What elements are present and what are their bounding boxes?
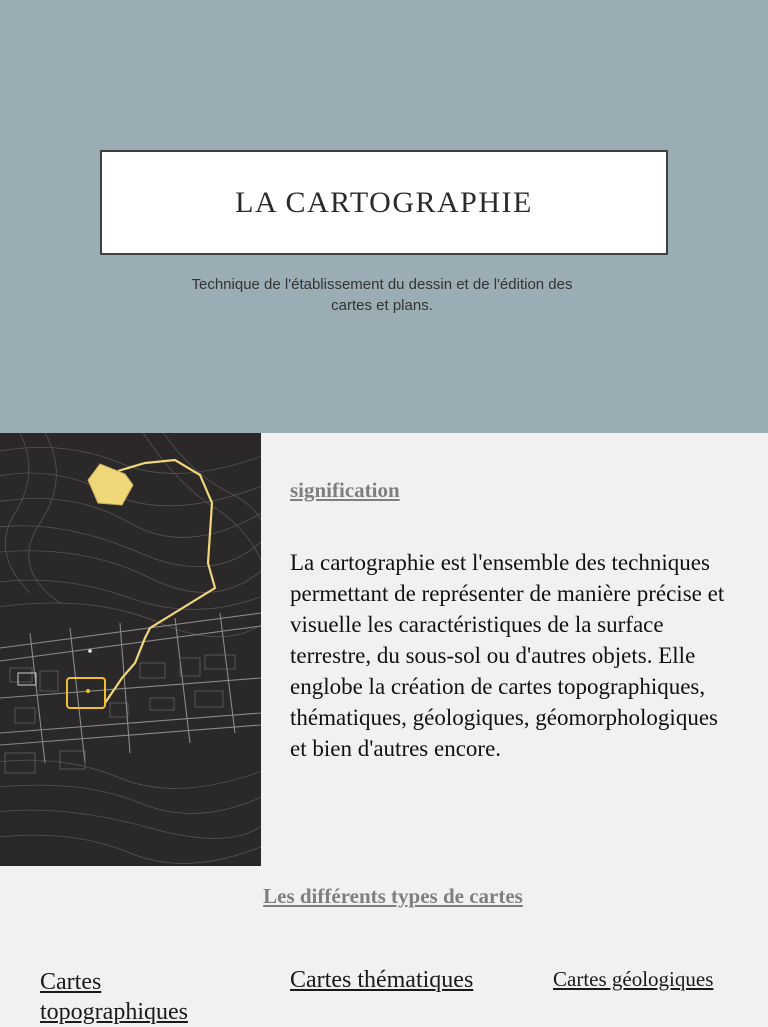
type-topographic: Cartes topographiques [40,969,188,1025]
type-geological: Cartes géologiques [553,967,714,991]
signification-heading: signification [290,478,400,502]
page-title: LA CARTOGRAPHIE [235,185,533,219]
title-box [100,150,668,255]
title-section [0,0,768,433]
types-heading: Les différents types de cartes [263,884,523,908]
signification-body: La cartographie est l'ensemble des techniques permettant de représenter de manière précise et visuelle les caractéristiques de la surface terrestre, du sous-sol ou d'autres objets. Elle englobe la création de cartes topographiques, thématiques, géologiques, géomorphologiques et bien d'autres encore. [290,550,725,761]
subtitle: Technique de l'établissement du dessin et de l'édition des cartes et plans. [191,276,573,314]
map-illustration [0,433,261,866]
topographic-map-image [0,433,261,866]
type-thematic: Cartes thématiques [290,967,474,993]
